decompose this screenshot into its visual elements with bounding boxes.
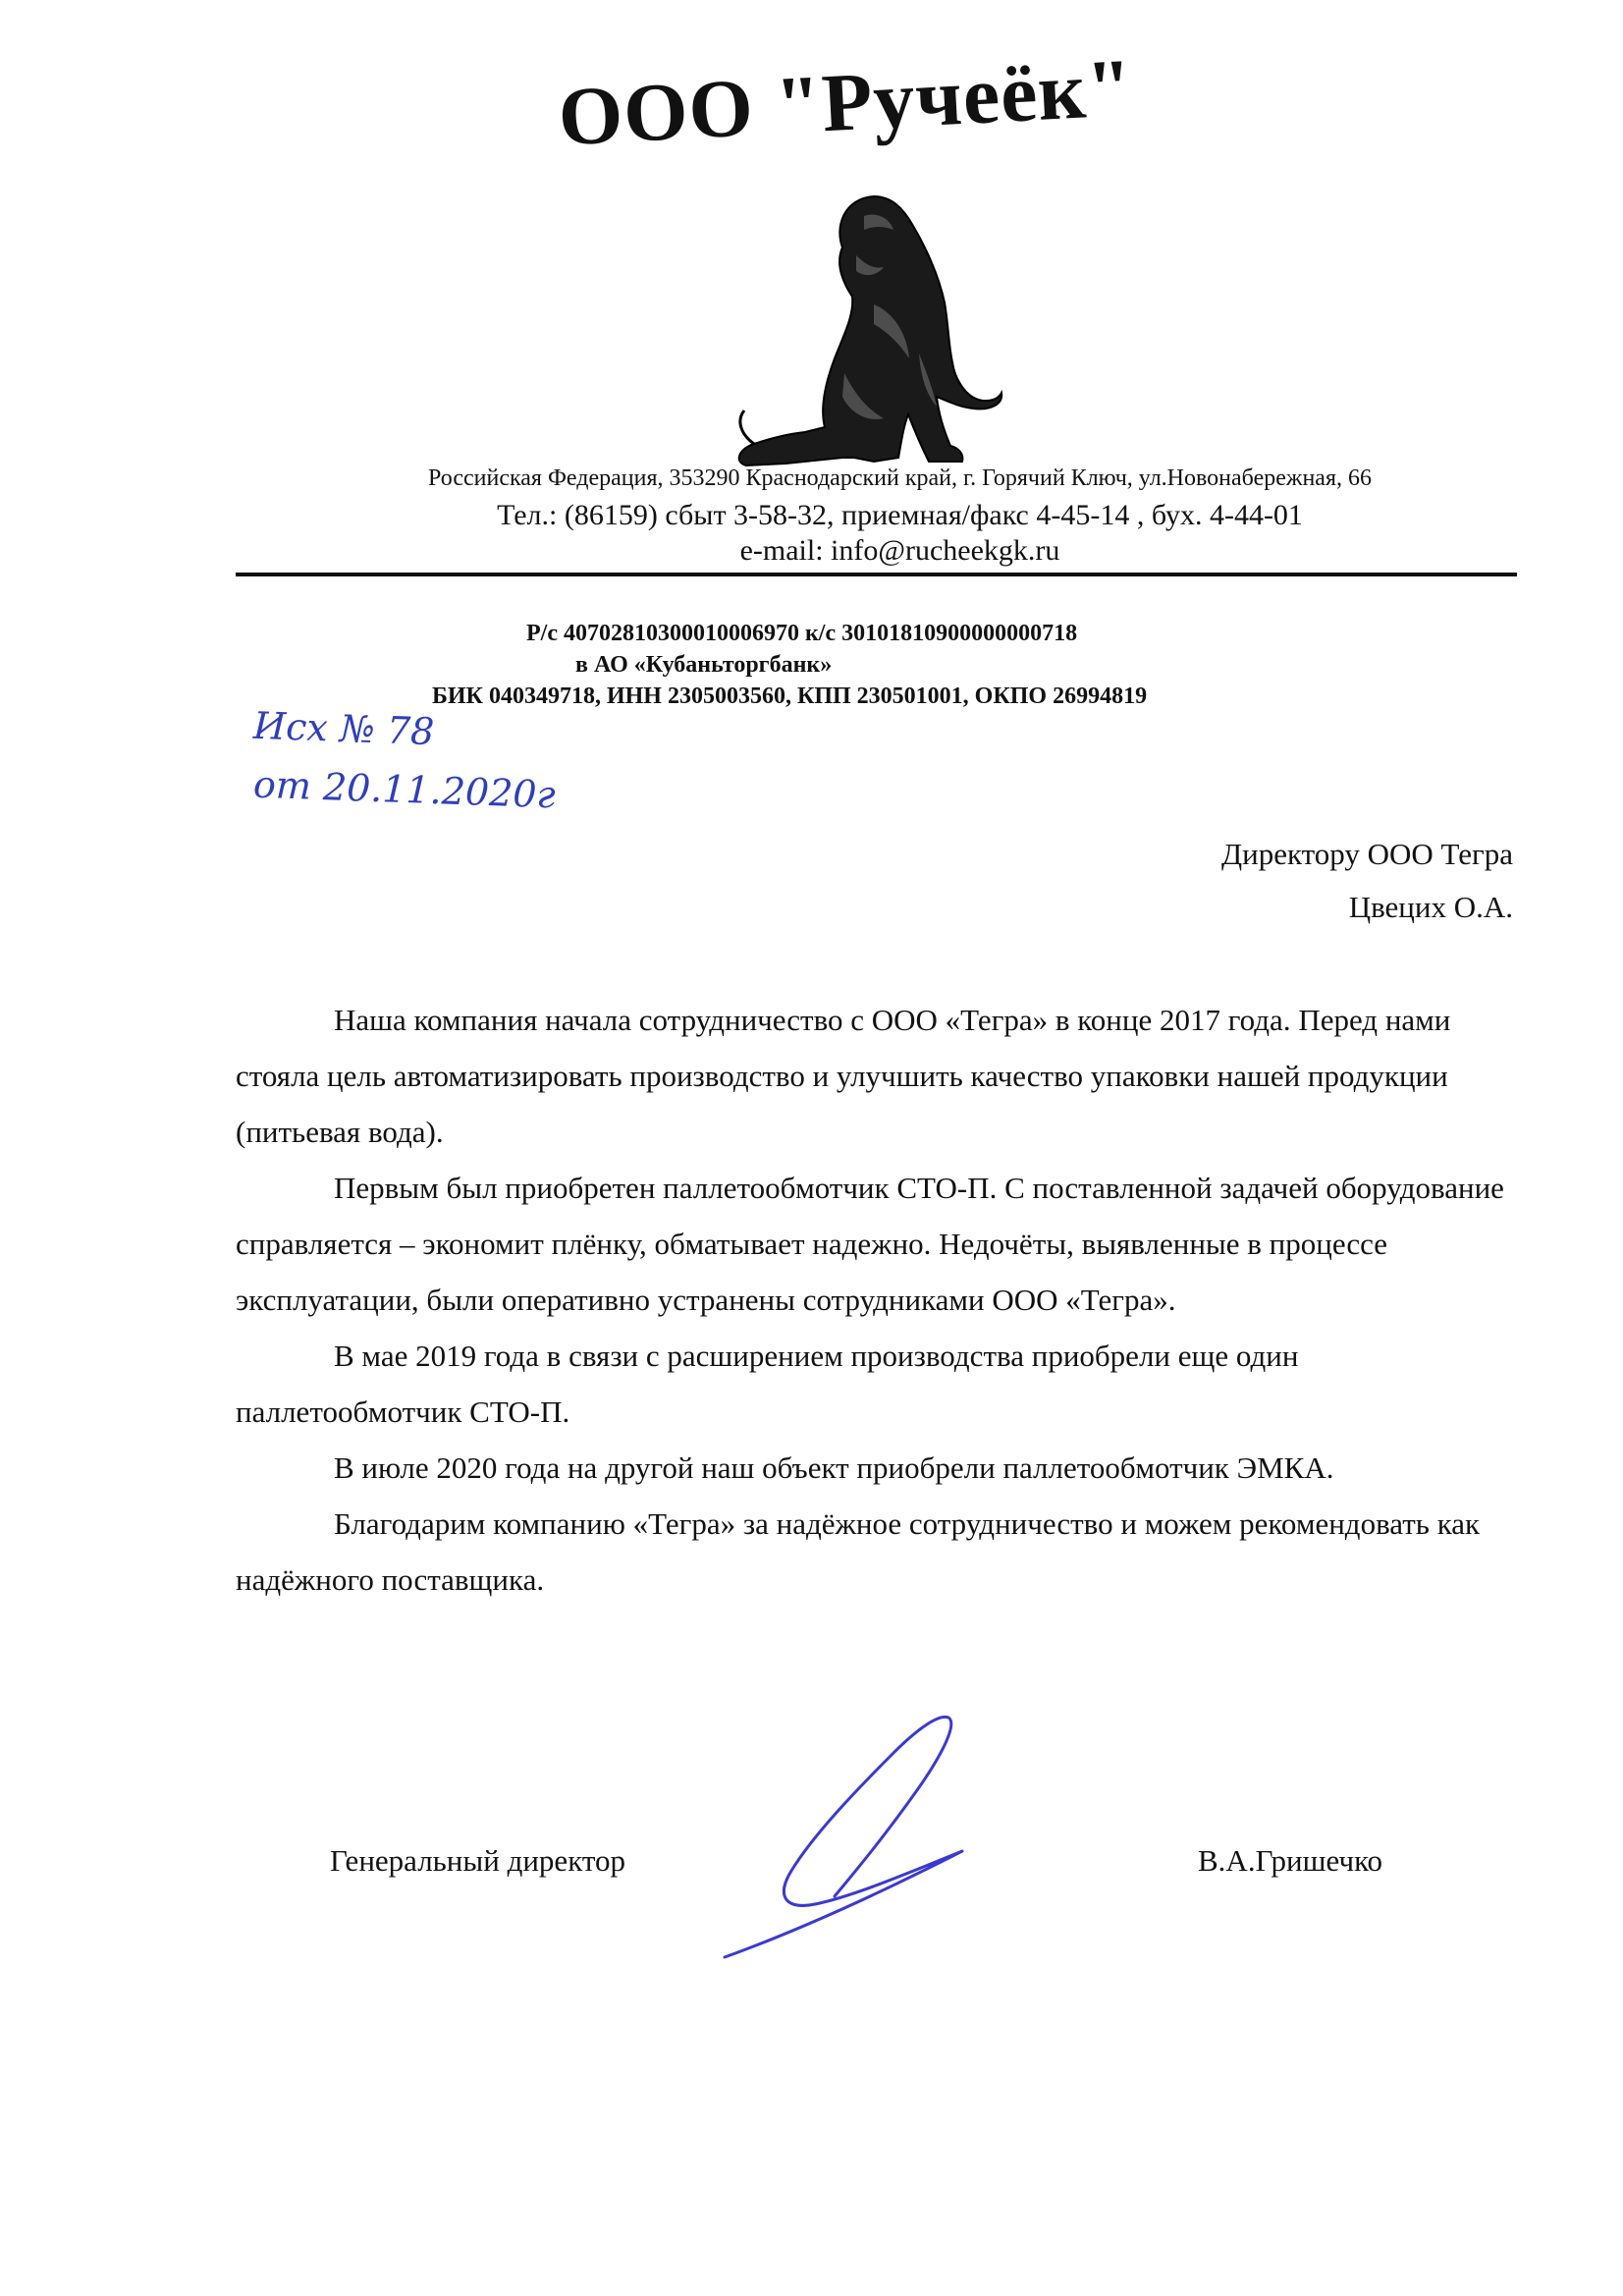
handwritten-date: от 20.11.2020г bbox=[252, 762, 557, 817]
handwritten-reference-number: Исх № 78 bbox=[252, 703, 436, 754]
body-paragraph: В мае 2019 года в связи с расширением производства приобрели еще один паллетообмотчик СТО-П. bbox=[236, 1339, 1299, 1429]
company-email: e-mail: info@rucheekgk.ru bbox=[739, 534, 1060, 567]
signatory-name: В.А.Гришечко bbox=[1198, 1843, 1383, 1878]
bank-accounts: Р/с 40702810300010006970 к/с 30101810900000000718 bbox=[526, 621, 1078, 646]
body-paragraph: Благодарим компанию «Тегра» за надёжное сотрудничество и можем рекомендовать как надёжного поставщика. bbox=[236, 1506, 1481, 1597]
company-address: Российская Федерация, 353290 Краснодарский край, г. Горячий Ключ, ул.Новонабережная, 66 bbox=[427, 465, 1372, 491]
recipient-title: Директору ООО Тегра bbox=[1220, 837, 1513, 871]
letter-body bbox=[236, 992, 1512, 1608]
lion-icon bbox=[727, 187, 1021, 471]
signatory-title: Генеральный директор bbox=[330, 1843, 625, 1878]
recipient-name: Цвецих О.А. bbox=[1348, 890, 1513, 924]
company-phones: Тел.: (86159) сбыт 3-58-32, приемная/факс 4-45-14 , бух. 4-44-01 bbox=[497, 499, 1303, 531]
body-paragraph: В июле 2020 года на другой наш объект приобрели паллетообмотчик ЭМКА. bbox=[334, 1450, 1334, 1485]
body-paragraph: Наша компания начала сотрудничество с ООО «Тегра» в конце 2017 года. Перед нами стояла цель автоматизировать производство и улучшить качество упаковки нашей продукции (питьевая вода). bbox=[236, 1003, 1451, 1149]
bank-name: в АО «Кубаньторгбанк» bbox=[575, 652, 833, 678]
signature-icon bbox=[707, 1704, 1021, 1969]
bank-codes: БИК 040349718, ИНН 2305003560, КПП 230501001, ОКПО 26994819 bbox=[432, 683, 1148, 709]
company-title: ООО "Ручеёк" bbox=[556, 41, 1136, 164]
body-paragraph: Первым был приобретен паллетообмотчик СТО-П. С поставленной задачей оборудование справляется – экономит плёнку, обматывает надежно. Недочёты, выявленные в процессе эксплуатации, были оперативно устранены сотрудниками ООО «Тегра». bbox=[236, 1171, 1504, 1317]
header-divider bbox=[236, 573, 1517, 576]
